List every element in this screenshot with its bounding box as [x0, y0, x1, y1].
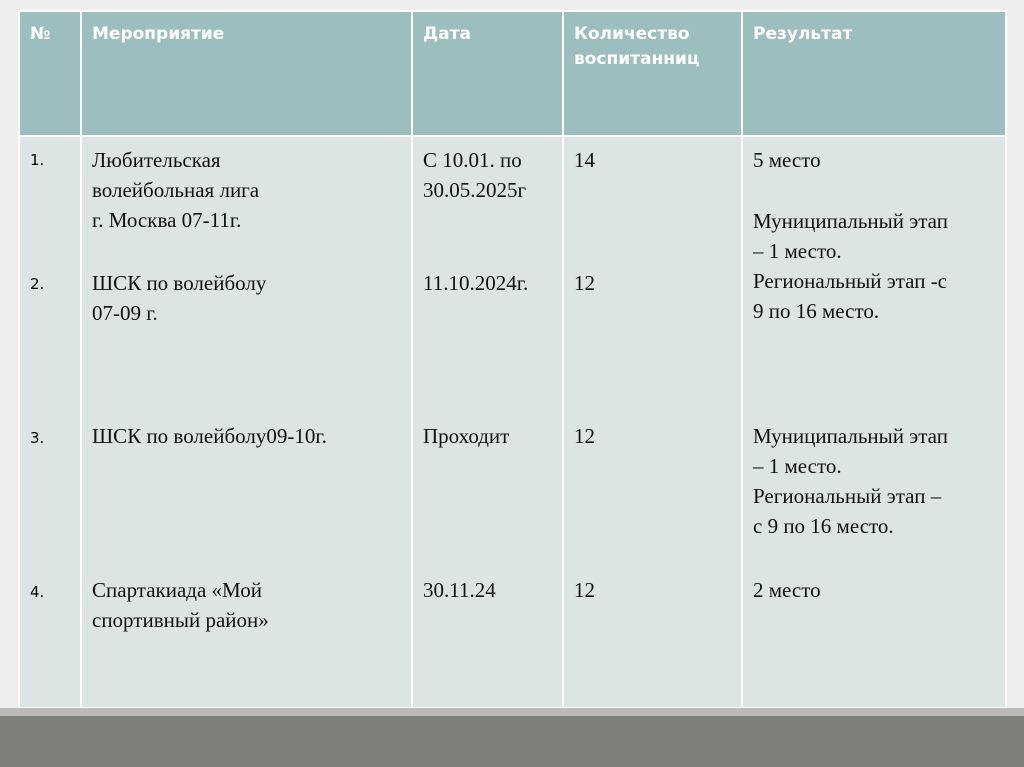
date-text — [423, 145, 526, 205]
header-event — [81, 11, 412, 136]
footer-stripe — [0, 708, 1024, 716]
count-value: 12 — [574, 578, 595, 602]
count-value: 14 — [574, 148, 595, 172]
result-line: с 9 по 16 место. — [753, 514, 894, 538]
result-line: – 1 место. — [753, 454, 842, 478]
count-cell — [563, 136, 742, 708]
header-result — [742, 11, 1006, 136]
header-date — [412, 11, 563, 136]
result-line: Муниципальный этап — [753, 209, 948, 233]
result-line: 9 по 16 место. — [753, 299, 880, 323]
event-line: Спартакиада «Мой — [92, 578, 262, 602]
result-text — [753, 421, 948, 541]
count-value: 12 — [574, 271, 595, 295]
header-result-label: Результат — [753, 24, 853, 44]
event-line: волейбольная лига — [92, 178, 260, 202]
result-line: – 1 место. — [753, 239, 842, 263]
events-table — [18, 10, 1007, 709]
date-text — [423, 268, 528, 298]
header-date-label: Дата — [423, 24, 471, 44]
row-number: 4. — [30, 583, 45, 601]
header-count — [563, 11, 742, 136]
event-line: Любительская — [92, 148, 221, 172]
date-cell — [412, 136, 563, 708]
row-number: 2. — [30, 275, 45, 293]
result-cell — [742, 136, 1006, 708]
footer-band — [0, 708, 1024, 767]
result-line: Региональный этап -с — [753, 269, 948, 293]
header-count-label: Количество воспитанниц — [574, 24, 700, 69]
result-text — [753, 575, 821, 605]
date-text — [423, 575, 496, 605]
event-text — [92, 421, 327, 451]
date-text — [423, 421, 509, 451]
date-line: 11.10.2024г. — [423, 271, 529, 295]
result-line: Муниципальный этап — [753, 424, 948, 448]
result-text — [753, 206, 948, 326]
result-line: Региональный этап – — [753, 484, 942, 508]
date-line: 30.05.2025г — [423, 178, 527, 202]
result-line: 2 место — [753, 578, 821, 602]
header-number-label: № — [30, 24, 51, 44]
header-event-label: Мероприятие — [92, 24, 225, 44]
count-value: 12 — [574, 424, 595, 448]
row-number: 3. — [30, 429, 45, 447]
event-cell — [81, 136, 412, 708]
header-number — [19, 11, 81, 136]
event-text — [92, 145, 259, 235]
event-text — [92, 268, 266, 328]
event-line: спортивный район» — [92, 608, 269, 632]
event-line: ШСК по волейболу09-10г. — [92, 424, 327, 448]
number-cell — [19, 136, 81, 708]
date-line: 30.11.24 — [423, 578, 496, 602]
date-line: С 10.01. по — [423, 148, 522, 172]
table-header-row — [19, 11, 1006, 136]
table-body-row — [19, 136, 1006, 708]
event-text — [92, 575, 269, 635]
event-line: ШСК по волейболу — [92, 271, 267, 295]
result-text — [753, 145, 821, 175]
date-line: Проходит — [423, 424, 510, 448]
row-number: 1. — [30, 151, 45, 169]
result-line: 5 место — [753, 148, 821, 172]
event-line: г. Москва 07-11г. — [92, 208, 242, 232]
event-line: 07-09 г. — [92, 301, 158, 325]
